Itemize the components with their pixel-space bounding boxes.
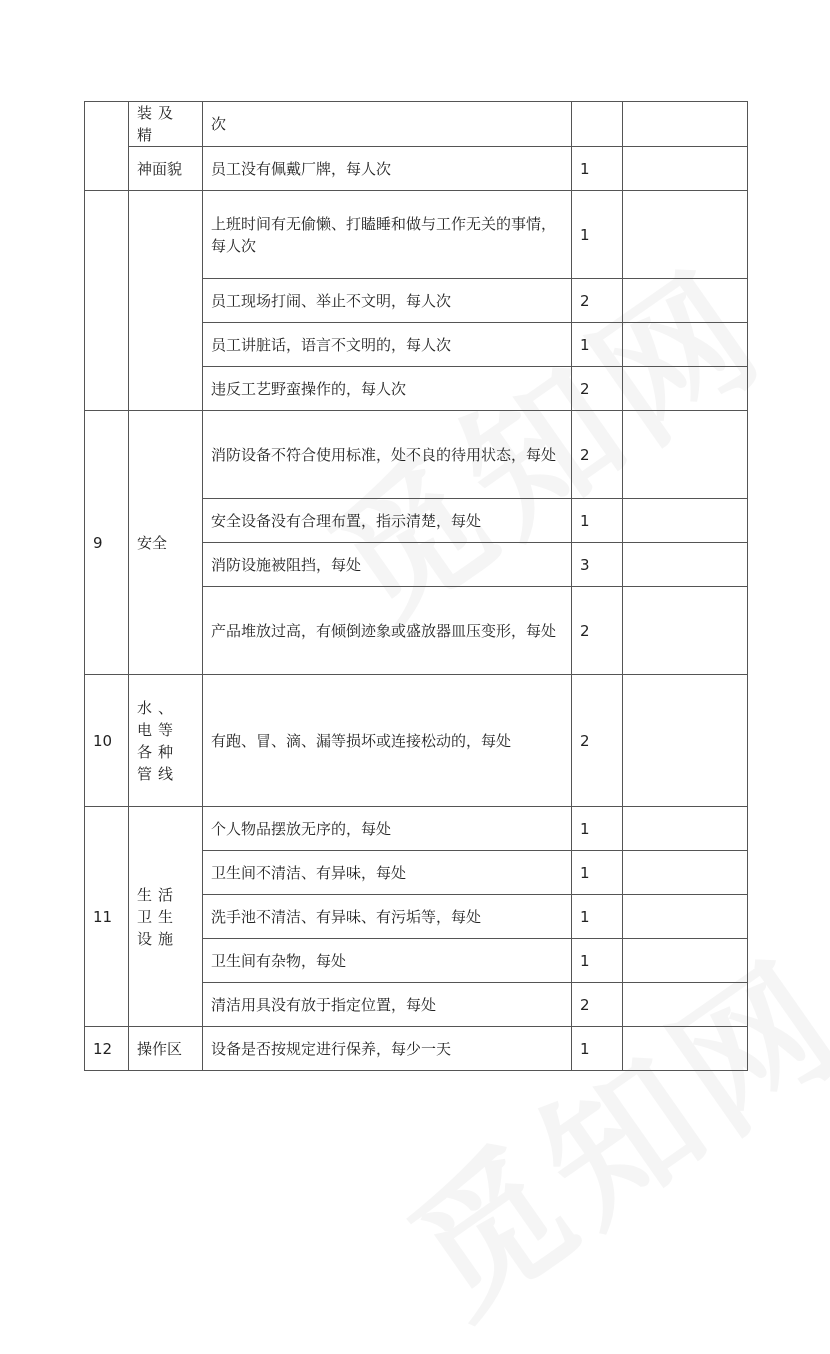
remark-cell — [623, 851, 748, 895]
item-cell: 卫生间有杂物，每处 — [203, 939, 572, 983]
score-cell: 2 — [572, 367, 623, 411]
item-cell: 员工讲脏话，语言不文明的，每人次 — [203, 323, 572, 367]
category-cell: 操作区 — [129, 1027, 203, 1071]
table-row — [85, 191, 748, 279]
remark-cell — [623, 323, 748, 367]
score-cell: 3 — [572, 543, 623, 587]
remark-cell — [623, 587, 748, 675]
score-cell: 1 — [572, 499, 623, 543]
row-number-cell — [85, 191, 129, 411]
item-cell: 安全设备没有合理布置，指示清楚，每处 — [203, 499, 572, 543]
score-cell: 1 — [572, 191, 623, 279]
remark-cell — [623, 102, 748, 147]
remark-cell — [623, 499, 748, 543]
item-cell: 消防设备不符合使用标准，处不良的待用状态，每处 — [203, 411, 572, 499]
table-row — [85, 102, 748, 147]
remark-cell — [623, 411, 748, 499]
item-cell: 卫生间不清洁、有异味，每处 — [203, 851, 572, 895]
item-cell: 员工没有佩戴厂牌，每人次 — [203, 147, 572, 191]
item-cell: 员工现场打闹、举止不文明，每人次 — [203, 279, 572, 323]
score-cell: 1 — [572, 851, 623, 895]
score-cell: 2 — [572, 411, 623, 499]
score-cell: 1 — [572, 147, 623, 191]
remark-cell — [623, 279, 748, 323]
remark-cell — [623, 807, 748, 851]
table-row — [85, 147, 748, 191]
category-cell: 神面貌 — [129, 147, 203, 191]
item-cell: 有跑、冒、滴、漏等损坏或连接松动的，每处 — [203, 675, 572, 807]
item-cell: 产品堆放过高，有倾倒迹象或盛放器皿压变形，每处 — [203, 587, 572, 675]
category-cell: 生活卫生设施 — [129, 807, 203, 1027]
category-cell: 安全 — [129, 411, 203, 675]
inspection-table — [84, 101, 748, 1071]
item-cell: 个人物品摆放无序的，每处 — [203, 807, 572, 851]
remark-cell — [623, 675, 748, 807]
remark-cell — [623, 895, 748, 939]
item-cell: 上班时间有无偷懒、打瞌睡和做与工作无关的事情，每人次 — [203, 191, 572, 279]
score-cell: 2 — [572, 983, 623, 1027]
row-number-cell: 12 — [85, 1027, 129, 1071]
table-row — [85, 1027, 748, 1071]
remark-cell — [623, 543, 748, 587]
category-cell — [129, 191, 203, 411]
row-number-cell: 9 — [85, 411, 129, 675]
score-cell: 1 — [572, 1027, 623, 1071]
category-cell: 装及精 — [129, 102, 203, 147]
remark-cell — [623, 147, 748, 191]
remark-cell — [623, 939, 748, 983]
score-cell: 2 — [572, 675, 623, 807]
score-cell: 1 — [572, 895, 623, 939]
remark-cell — [623, 983, 748, 1027]
category-cell: 水、电等各种管线 — [129, 675, 203, 807]
item-cell: 清洁用具没有放于指定位置，每处 — [203, 983, 572, 1027]
table-row — [85, 675, 748, 807]
score-cell: 2 — [572, 279, 623, 323]
row-number-cell: 11 — [85, 807, 129, 1027]
item-cell: 设备是否按规定进行保养，每少一天 — [203, 1027, 572, 1071]
table-row — [85, 807, 748, 851]
item-cell: 违反工艺野蛮操作的，每人次 — [203, 367, 572, 411]
score-cell: 1 — [572, 323, 623, 367]
row-number-cell: 10 — [85, 675, 129, 807]
item-cell: 次 — [203, 102, 572, 147]
score-cell — [572, 102, 623, 147]
remark-cell — [623, 1027, 748, 1071]
item-cell: 洗手池不清洁、有异味、有污垢等，每处 — [203, 895, 572, 939]
remark-cell — [623, 191, 748, 279]
item-cell: 消防设施被阻挡，每处 — [203, 543, 572, 587]
remark-cell — [623, 367, 748, 411]
row-number-cell — [85, 102, 129, 191]
score-cell: 1 — [572, 939, 623, 983]
table-row — [85, 411, 748, 499]
score-cell: 2 — [572, 587, 623, 675]
score-cell: 1 — [572, 807, 623, 851]
